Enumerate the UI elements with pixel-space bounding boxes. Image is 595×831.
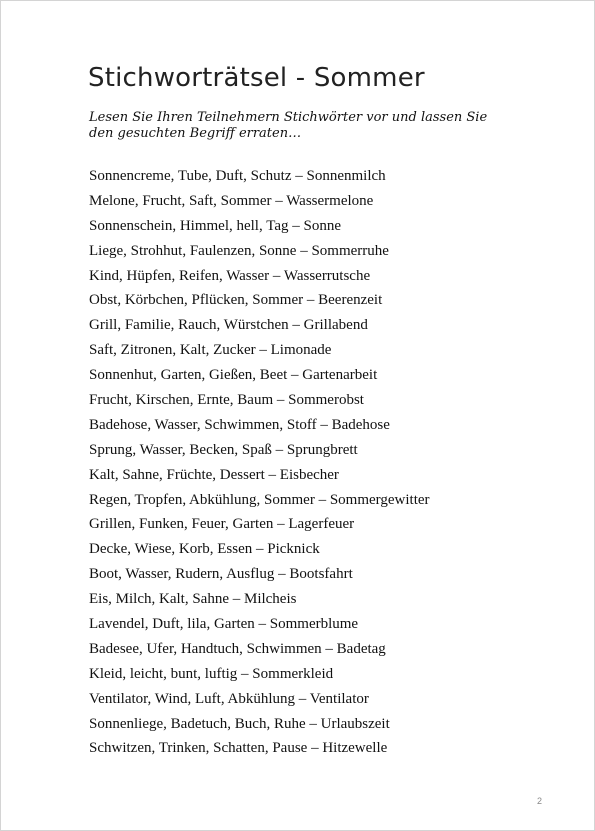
list-item: Kalt, Sahne, Früchte, Dessert – Eisbecher: [89, 466, 339, 483]
list-item: Grillen, Funken, Feuer, Garten – Lagerfeuer: [89, 516, 355, 533]
list-item: Sprung, Wasser, Becken, Spaß – Sprungbrett: [89, 441, 358, 458]
list-item: Saft, Zitronen, Kalt, Zucker – Limonade: [89, 342, 332, 359]
list-item: Ventilator, Wind, Luft, Abkühlung – Ventilator: [89, 690, 369, 707]
page-title: Stichworträtsel - Sommer: [88, 63, 425, 93]
list-item: Badesee, Ufer, Handtuch, Schwimmen – Badetag: [89, 640, 386, 657]
list-item: Eis, Milch, Kalt, Sahne – Milcheis: [89, 591, 297, 608]
list-item: Sonnencreme, Tube, Duft, Schutz – Sonnenmilch: [89, 168, 386, 184]
list-item: Sonnenliege, Badetuch, Buch, Ruhe – Urlaubszeit: [89, 715, 390, 732]
list-item: Boot, Wasser, Rudern, Ausflug – Bootsfahrt: [89, 566, 353, 583]
list-item: Grill, Familie, Rauch, Würstchen – Grillabend: [89, 317, 368, 334]
list-item: Sonnenschein, Himmel, hell, Tag – Sonne: [89, 217, 341, 234]
page-number: 2: [537, 796, 543, 806]
list-item: Kind, Hüpfen, Reifen, Wasser – Wasserrutsche: [89, 267, 371, 284]
list-item: Decke, Wiese, Korb, Essen – Picknick: [89, 541, 320, 558]
list-item: Schwitzen, Trinken, Schatten, Pause – Hitzewelle: [89, 740, 388, 757]
list-item: Obst, Körbchen, Pflücken, Sommer – Beerenzeit: [89, 292, 383, 309]
list-item: Sonnenhut, Garten, Gießen, Beet – Gartenarbeit: [89, 367, 378, 384]
list-item: Regen, Tropfen, Abkühlung, Sommer – Sommergewitter: [89, 491, 430, 508]
intro-text: Lesen Sie Ihren Teilnehmern Stichwörter vor und lassen Sie den gesuchten Begriff erraten…: [89, 110, 488, 141]
list-item: Liege, Strohhut, Faulenzen, Sonne – Sommerruhe: [89, 242, 389, 259]
list-item: Lavendel, Duft, lila, Garten – Sommerblume: [89, 616, 359, 633]
list-item: Badehose, Wasser, Schwimmen, Stoff – Badehose: [89, 416, 390, 433]
list-item: Melone, Frucht, Saft, Sommer – Wassermelone: [89, 192, 374, 209]
riddle-list: [89, 166, 549, 763]
list-item: Kleid, leicht, bunt, luftig – Sommerkleid: [89, 665, 334, 682]
list-item: Frucht, Kirschen, Ernte, Baum – Sommerobst: [89, 392, 364, 409]
